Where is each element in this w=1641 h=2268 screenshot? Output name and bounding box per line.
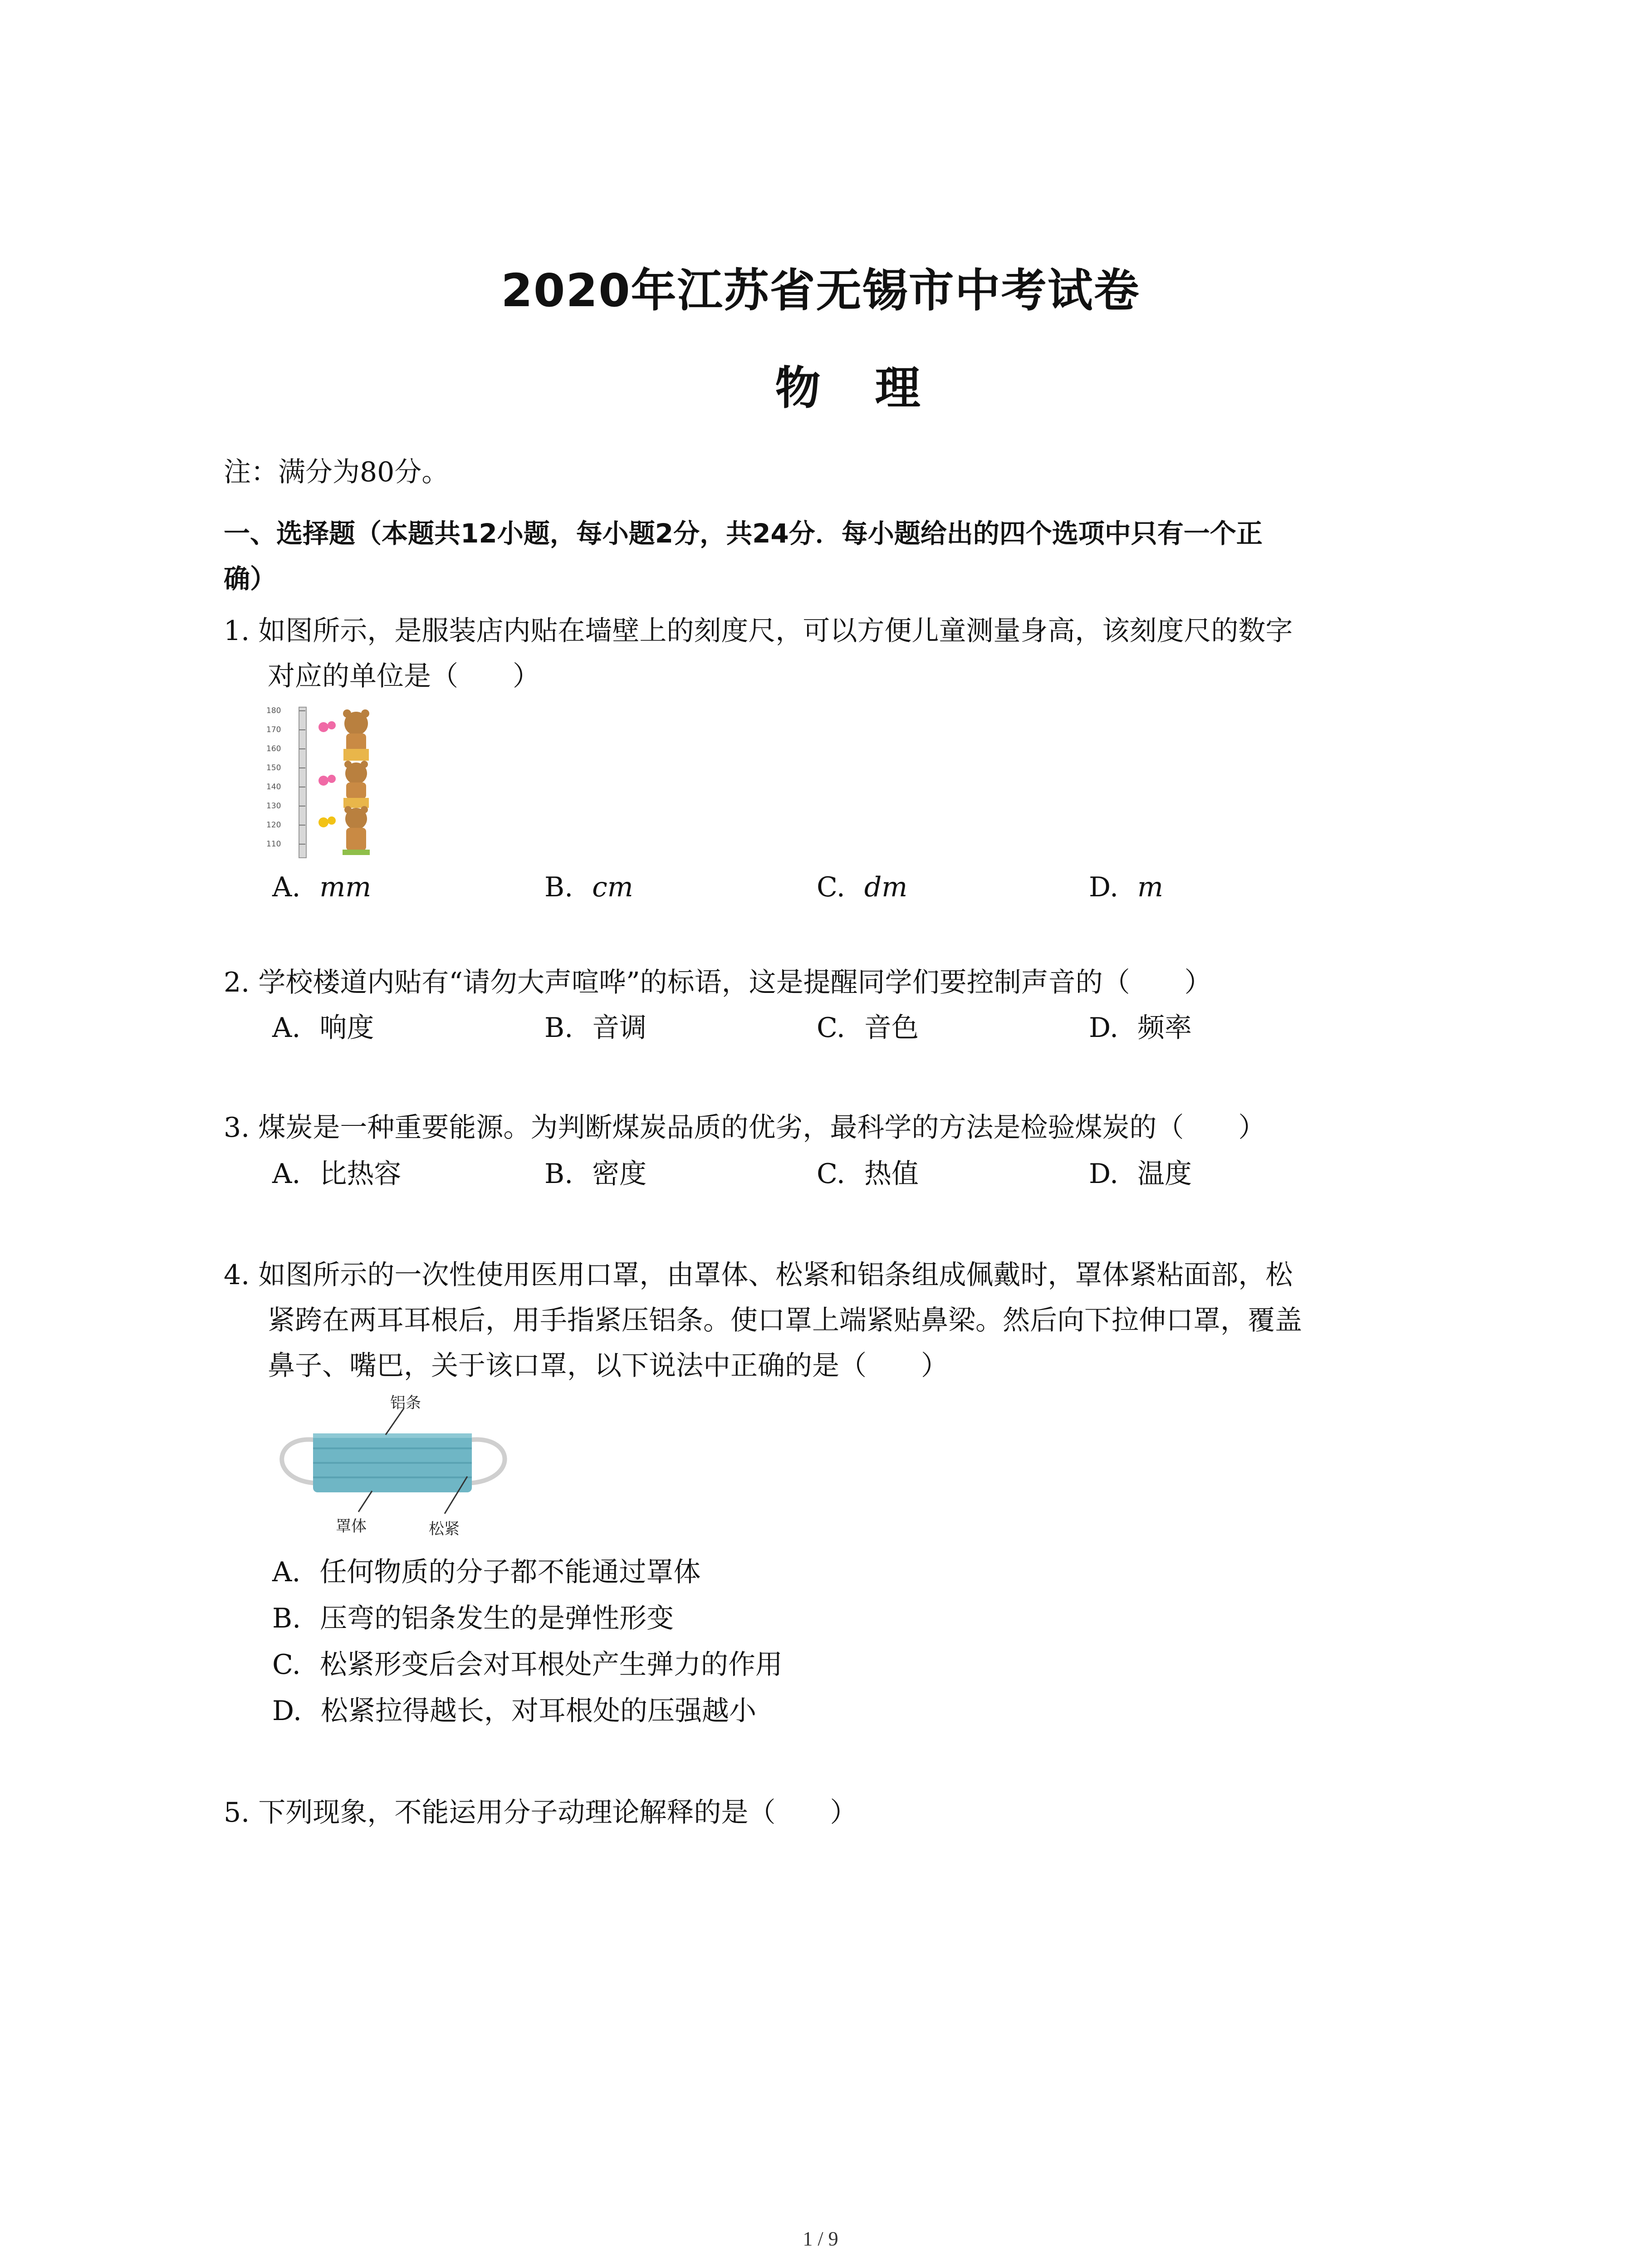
option-text: 任何物质的分子都不能通过罩体 (319, 1556, 701, 1588)
option-text: 松紧形变后会对耳根处产生弹力的作用 (319, 1649, 783, 1681)
ruler-tick-label: 130 (266, 802, 281, 811)
question-1-option-b[interactable] (544, 864, 633, 910)
question-2-option-d[interactable] (1089, 1005, 1192, 1051)
question-1-option-d[interactable] (1089, 864, 1163, 910)
option-letter: D. (1089, 1158, 1119, 1190)
option-text: 频率 (1137, 1012, 1192, 1044)
section-heading-line2: 确） (224, 563, 277, 594)
option-text: 音调 (592, 1012, 647, 1044)
question-4-option-c[interactable] (272, 1642, 783, 1688)
question-4-option-d[interactable] (272, 1688, 756, 1734)
ruler-tick-label: 140 (266, 782, 281, 792)
height-ruler-figure (265, 705, 397, 860)
page-number: 1 / 9 (803, 2228, 838, 2250)
option-text: mm (319, 871, 372, 903)
figure-label-mask-body: 罩体 (336, 1517, 367, 1535)
option-text: 音色 (864, 1012, 919, 1044)
question-3-option-c[interactable] (817, 1151, 919, 1197)
page-title: 2020年江苏省无锡市中考试卷 (501, 264, 1140, 317)
option-letter: A. (272, 1556, 301, 1588)
option-text: cm (592, 871, 633, 903)
question-2-option-c[interactable] (817, 1005, 919, 1051)
question-2-option-b[interactable] (544, 1005, 647, 1051)
option-text: 响度 (319, 1012, 374, 1044)
option-letter: A. (272, 1012, 301, 1044)
option-letter: A. (272, 1158, 301, 1190)
question-3-option-b[interactable] (544, 1151, 647, 1197)
question-2-stem: 2. 学校楼道内贴有“请勿大声喧哗”的标语，这是提醒同学们要控制声音的（ ） (224, 967, 1212, 998)
question-4-stem-line1: 4. 如图所示的一次性使用医用口罩，由罩体、松紧和铝条组成佩戴时，罩体紧粘面部，松 (224, 1259, 1293, 1291)
option-text: 热值 (864, 1158, 919, 1190)
ruler-tick-label: 180 (266, 706, 281, 715)
subject-title: 物理 (775, 362, 975, 415)
option-text: 松紧拉得越长，对耳根处的压强越小 (321, 1695, 757, 1727)
question-1-stem-line1: 1. 如图所示，是服装店内贴在墙壁上的刻度尺，可以方便儿童测量身高，该刻度尺的数字 (224, 615, 1293, 647)
option-text: 温度 (1137, 1158, 1192, 1190)
question-1-option-a[interactable] (272, 864, 371, 910)
option-text: m (1137, 871, 1163, 903)
question-1-option-c[interactable] (817, 864, 907, 910)
option-letter: B. (544, 1012, 573, 1044)
option-letter: D. (1089, 1012, 1119, 1044)
ruler-tick-label: 160 (266, 744, 281, 753)
ruler-tick-label: 170 (266, 725, 281, 734)
question-3-option-d[interactable] (1089, 1151, 1192, 1197)
option-text: dm (864, 871, 908, 903)
option-letter: C. (817, 1012, 845, 1044)
question-2-option-a[interactable] (272, 1005, 374, 1051)
question-1-stem-line2: 对应的单位是（ ） (268, 660, 540, 692)
option-letter: B. (544, 1158, 573, 1190)
section-heading-line1: 一、选择题（本题共12小题，每小题2分，共24分．每小题给出的四个选项中只有一个正 (224, 518, 1263, 549)
option-letter: B. (544, 871, 573, 903)
option-text: 压弯的铝条发生的是弹性形变 (320, 1603, 674, 1634)
option-letter: A. (272, 871, 301, 903)
ruler-tick-label: 150 (266, 763, 281, 772)
option-letter: C. (272, 1649, 301, 1681)
option-text: 密度 (592, 1158, 647, 1190)
option-letter: B. (272, 1603, 301, 1634)
question-3-stem: 3. 煤炭是一种重要能源。为判断煤炭品质的优劣，最科学的方法是检验煤炭的（ ） (224, 1112, 1266, 1144)
face-mask-illustration (268, 1390, 522, 1545)
question-4-stem-line2: 紧跨在两耳耳根后，用手指紧压铝条。使口罩上端紧贴鼻梁。然后向下拉伸口罩，覆盖 (268, 1305, 1302, 1336)
face-mask-figure (268, 1390, 522, 1545)
ruler-tick-label: 110 (266, 840, 281, 849)
option-letter: C. (817, 1158, 845, 1190)
option-letter: D. (272, 1695, 302, 1727)
figure-label-elastic: 松紧 (429, 1520, 460, 1538)
question-3-option-a[interactable] (272, 1151, 401, 1197)
question-4-option-b[interactable] (272, 1595, 674, 1642)
option-text: 比热容 (319, 1158, 402, 1190)
height-ruler-illustration (265, 705, 397, 860)
question-4-stem-line3: 鼻子、嘴巴，关于该口罩，以下说法中正确的是（ ） (268, 1350, 948, 1382)
option-letter: C. (817, 871, 845, 903)
score-note: 注：满分为80分。 (224, 456, 449, 488)
option-letter: D. (1089, 871, 1119, 903)
question-5-stem: 5. 下列现象，不能运用分子动理论解释的是（ ） (224, 1797, 857, 1828)
ruler-tick-label: 120 (266, 821, 281, 830)
figure-label-aluminum-strip: 铝条 (390, 1394, 421, 1412)
question-4-option-a[interactable] (272, 1549, 700, 1595)
